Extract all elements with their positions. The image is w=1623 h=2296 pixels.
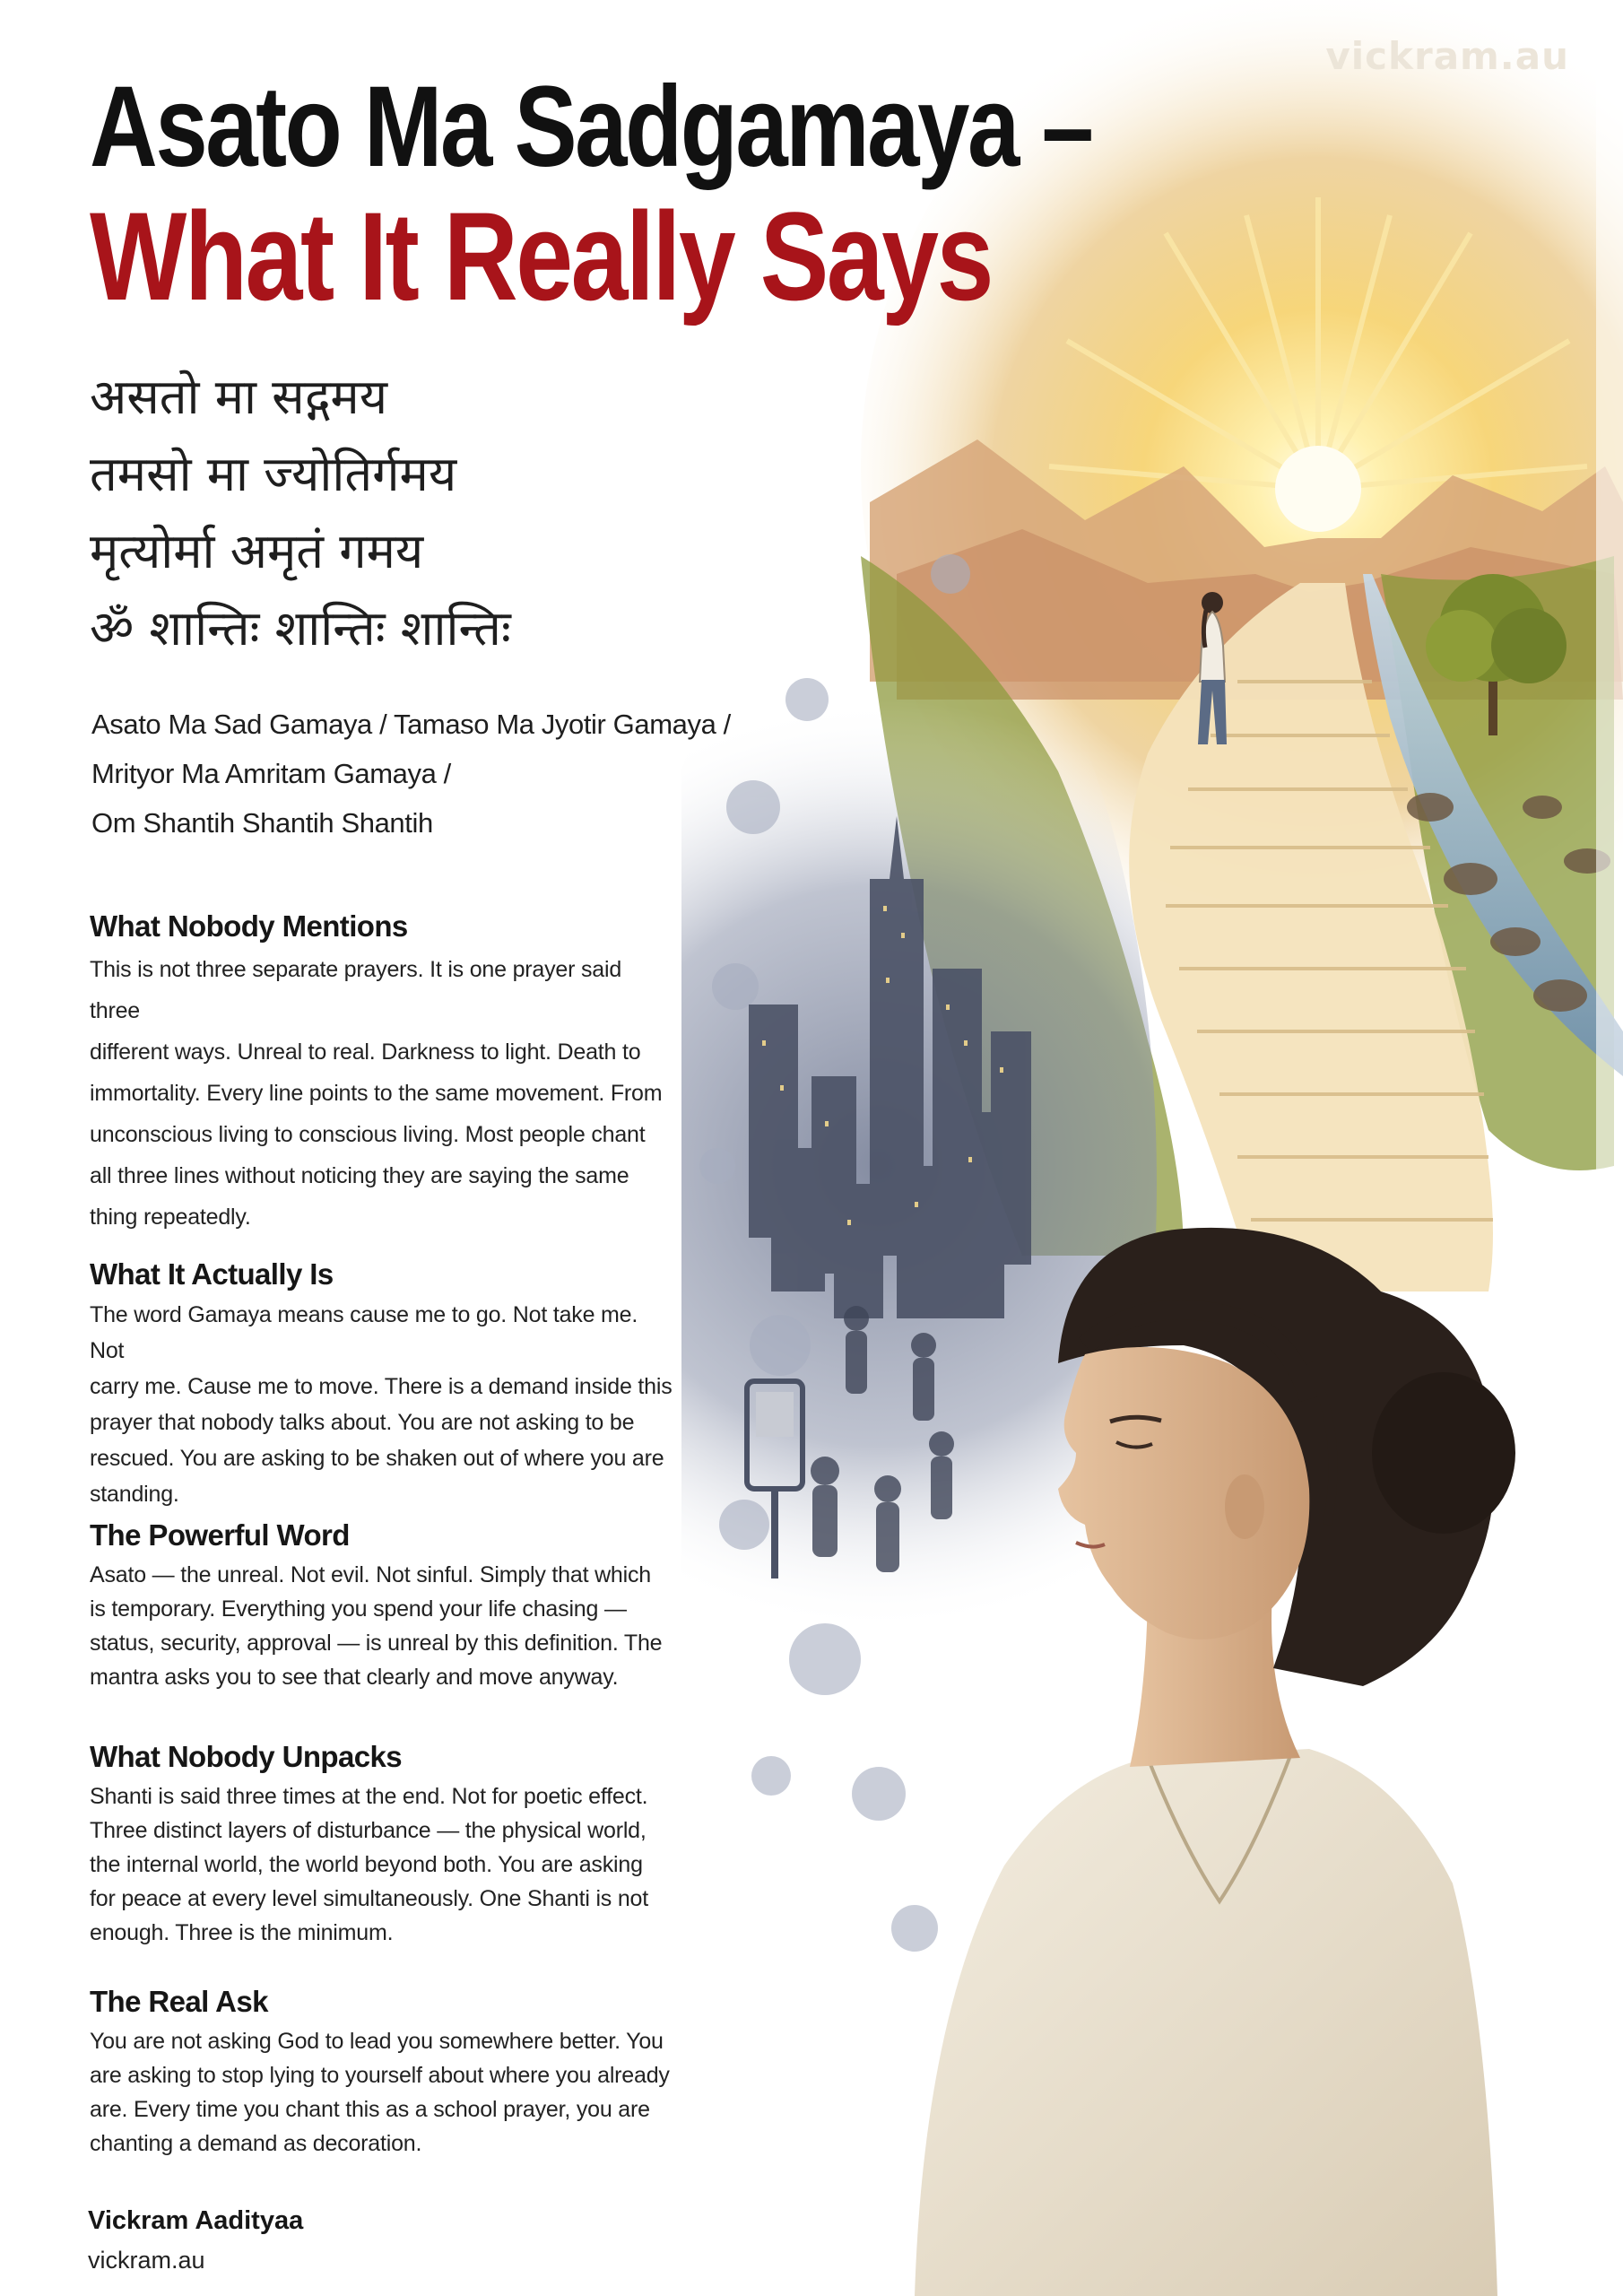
- section-heading: The Powerful Word: [90, 1518, 350, 1552]
- body-line: Asato — the unreal. Not evil. Not sinful. Simply that which: [90, 1562, 651, 1587]
- section-what-nobody-unpacks: [90, 1740, 673, 1950]
- body-line: unconscious living to conscious living. Most people chant: [90, 1122, 646, 1147]
- sanskrit-verse: [90, 359, 511, 667]
- title-line-1: Asato Ma Sadgamaya –: [90, 63, 1092, 191]
- section-body: [90, 2024, 673, 2161]
- body-line: You are not asking God to lead you somewhere better. You: [90, 2029, 664, 2054]
- body-line: different ways. Unreal to real. Darkness to light. Death to: [90, 1039, 641, 1065]
- body-line: are. Every time you chant this as a school prayer, you are: [90, 2097, 650, 2122]
- sanskrit-line: ॐ शान्तिः शान्तिः शान्तिः: [90, 600, 511, 657]
- transliteration-line: Mrityor Ma Amritam Gamaya /: [91, 758, 451, 789]
- body-line: Three distinct layers of disturbance — the physical world,: [90, 1818, 647, 1843]
- body-line: status, security, approval — is unreal by this definition. The: [90, 1631, 663, 1656]
- body-line: carry me. Cause me to move. There is a demand inside this: [90, 1374, 673, 1399]
- transliteration-line: Om Shantih Shantih Shantih: [91, 807, 433, 839]
- body-line: for peace at every level simultaneously. One Shanti is not: [90, 1886, 648, 1911]
- sun: [1275, 446, 1361, 532]
- section-what-nobody-mentions: [90, 909, 673, 1238]
- section-heading: What Nobody Unpacks: [90, 1740, 402, 1773]
- section-the-powerful-word: [90, 1518, 673, 1694]
- section-what-it-actually-is: [90, 1257, 673, 1512]
- section-heading: The Real Ask: [90, 1985, 268, 2018]
- body-line: mantra asks you to see that clearly and move anyway.: [90, 1665, 619, 1690]
- sanskrit-line: मृत्योर्मा अमृतं गमय: [90, 523, 424, 579]
- body-line: all three lines without noticing they are saying the same: [90, 1163, 629, 1188]
- watermark: vickram.au: [1325, 34, 1569, 78]
- illustration-svg: [681, 0, 1623, 2296]
- section-body: [90, 949, 673, 1238]
- section-heading: What Nobody Mentions: [90, 909, 408, 943]
- illustration: [681, 0, 1623, 2296]
- section-body: [90, 1779, 673, 1950]
- body-line: the internal world, the world beyond both. You are asking: [90, 1852, 643, 1877]
- body-line: chanting a demand as decoration.: [90, 2131, 422, 2156]
- page-title: [90, 63, 1312, 326]
- title-line-2: What It Really Says: [90, 186, 992, 326]
- body-line: Shanti is said three times at the end. Not for poetic effect.: [90, 1784, 648, 1809]
- body-line: thing repeatedly.: [90, 1205, 251, 1230]
- body-line: enough. Three is the minimum.: [90, 1920, 394, 1945]
- sanskrit-line: तमसो मा ज्योतिर्गमय: [90, 446, 457, 502]
- section-body: [90, 1558, 673, 1694]
- portrait-ear: [1225, 1474, 1264, 1539]
- body-line: immortality. Every line points to the same movement. From: [90, 1081, 663, 1106]
- section-heading: What It Actually Is: [90, 1257, 334, 1291]
- transliteration-line: Asato Ma Sad Gamaya / Tamaso Ma Jyotir Gamaya /: [91, 709, 731, 740]
- transliteration: [91, 700, 731, 848]
- section-the-real-ask: [90, 1985, 673, 2161]
- body-line: The word Gamaya means cause me to go. Not take me. Not: [90, 1302, 638, 1363]
- body-line: standing.: [90, 1482, 179, 1507]
- body-line: rescued. You are asking to be shaken out of where you are: [90, 1446, 664, 1471]
- hair-bun: [1372, 1372, 1515, 1534]
- body-line: This is not three separate prayers. It is one prayer said three: [90, 957, 622, 1023]
- section-body: [90, 1297, 673, 1512]
- author-name: Vickram Aadityaa: [88, 2206, 304, 2235]
- author-website[interactable]: vickram.au: [88, 2247, 205, 2274]
- body-line: are asking to stop lying to yourself about where you already: [90, 2063, 670, 2088]
- sanskrit-line: असतो मा सद्गमय: [90, 369, 388, 425]
- author-block: [88, 2202, 303, 2281]
- body-line: is temporary. Everything you spend your life chasing —: [90, 1596, 627, 1622]
- body-line: prayer that nobody talks about. You are not asking to be: [90, 1410, 635, 1435]
